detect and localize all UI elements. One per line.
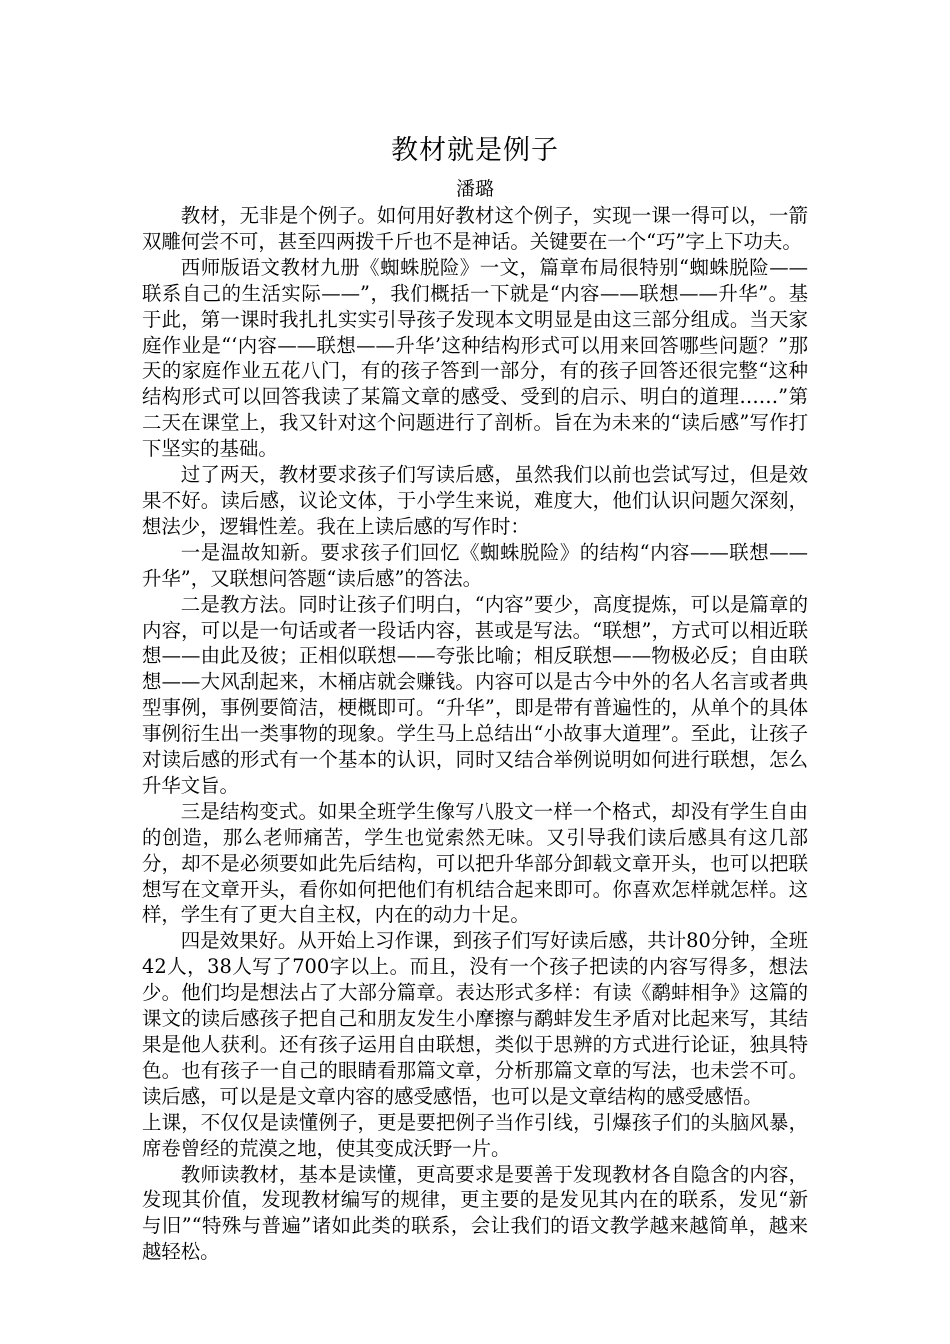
paragraph-reading-response: 过了两天，教材要求孩子们写读后感，虽然我们以前也尝试写过，但是效果不好。读后感，议论文体，于小学生来说，难度大，他们认识问题欠深刻，想法少，逻辑性差。我在上读后感的写作时： [142, 463, 808, 538]
paragraph-point-three: 三是结构变式。如果全班学生像写八股文一样一个格式，却没有学生自由的创造，那么老师痛苦，学生也觉索然无味。又引导我们读后感具有这几部分，却不是必须要如此先后结构，可以把升华部分卸载文章开头，也可以把联想写在文章开头，看你如何把他们有机结合起来即可。你喜欢怎样就怎样。这样，学生有了更大自主权，内在的动力十足。 [142, 799, 808, 927]
document-title: 教材就是例子 [391, 135, 559, 166]
paragraph-conclusion: 上课，不仅仅是读懂例子，更是要把例子当作引线，引爆孩子们的头脑风暴，席卷曾经的荒漠之地，使其变成沃野一片。 [142, 1110, 808, 1160]
paragraph-intro: 教材，无非是个例子。如何用好教材这个例子，实现一课一得可以，一箭双雕何尝不可，甚至四两拨千斤也不是神话。关键要在一个“巧”字上下功夫。 [142, 204, 808, 253]
paragraph-point-one: 一是温故知新。要求孩子们回忆《蜘蛛脱险》的结构“内容——联想——升华”，又联想问答题“读后感”的答法。 [142, 540, 808, 590]
paragraph-point-four: 四是效果好。从开始上习作课，到孩子们写好读后感，共计80分钟，全班42人，38人写了700字以上。而且，没有一个孩子把读的内容写得多，想法少。他们均是想法占了大部分篇章。表达形式多样：有读《鹬蚌相争》这篇的课文的读后感孩子把自己和朋友发生小摩擦与鹬蚌发生矛盾对比起来写，其结果是他人获利。还有孩子运用自由联想，类似于思辨的方式进行论证，独具特色。也有孩子一自己的眼睛看那篇文章，分析那篇文章的写法，也未尝不可。读后感，可以是是文章内容的感受感悟，也可以是文章结构的感受感悟。 [142, 929, 808, 1108]
paragraph-lesson-example: 西师版语文教材九册《蜘蛛脱险》一文，篇章布局很特别“蜘蛛脱险——联系自己的生活实际——”，我们概括一下就是“内容——联想——升华”。基于此，第一课时我扎扎实实引导孩子发现本文明显是由这三部分组成。当天家庭作业是“‘内容——联想——升华’这种结构形式可以用来回答哪些问题？”那天的家庭作业五花八门，有的孩子答到一部分，有的孩子回答还很完整“这种结构形式可以回答我读了某篇文章的感受、受到的启示、明白的道理……”第二天在课堂上，我又针对这个问题进行了剖析。旨在为未来的“读后感”写作打下坚实的基础。 [142, 255, 808, 461]
paragraph-point-two: 二是教方法。同时让孩子们明白，“内容”要少，高度提炼，可以是篇章的内容，可以是一句话或者一段话内容，甚或是写法。“联想”，方式可以相近联想——由此及彼；正相似联想——夸张比喻；相反联想——物极必反；自由联想——大风刮起来，木桶店就会赚钱。内容可以是古今中外的名人名言或者典型事例，事例要简洁，梗概即可。“升华”，即是带有普遍性的，从单个的具体事例衍生出一类事物的现象。学生马上总结出“小故事大道理”。至此，让孩子对读后感的形式有一个基本的认识，同时又结合举例说明如何进行联想，怎么升华文旨。 [142, 592, 808, 797]
paragraph-closing: 教师读教材，基本是读懂，更高要求是要善于发现教材各自隐含的内容，发现其价值，发现教材编写的规律，更主要的是发见其内在的联系，发见“新与旧”“特殊与普遍”诸如此类的联系，会让我们的语文教学越来越简单，越来越轻松。 [142, 1162, 808, 1264]
document-page [142, 132, 808, 1265]
document-author: 潘璐 [455, 178, 494, 200]
